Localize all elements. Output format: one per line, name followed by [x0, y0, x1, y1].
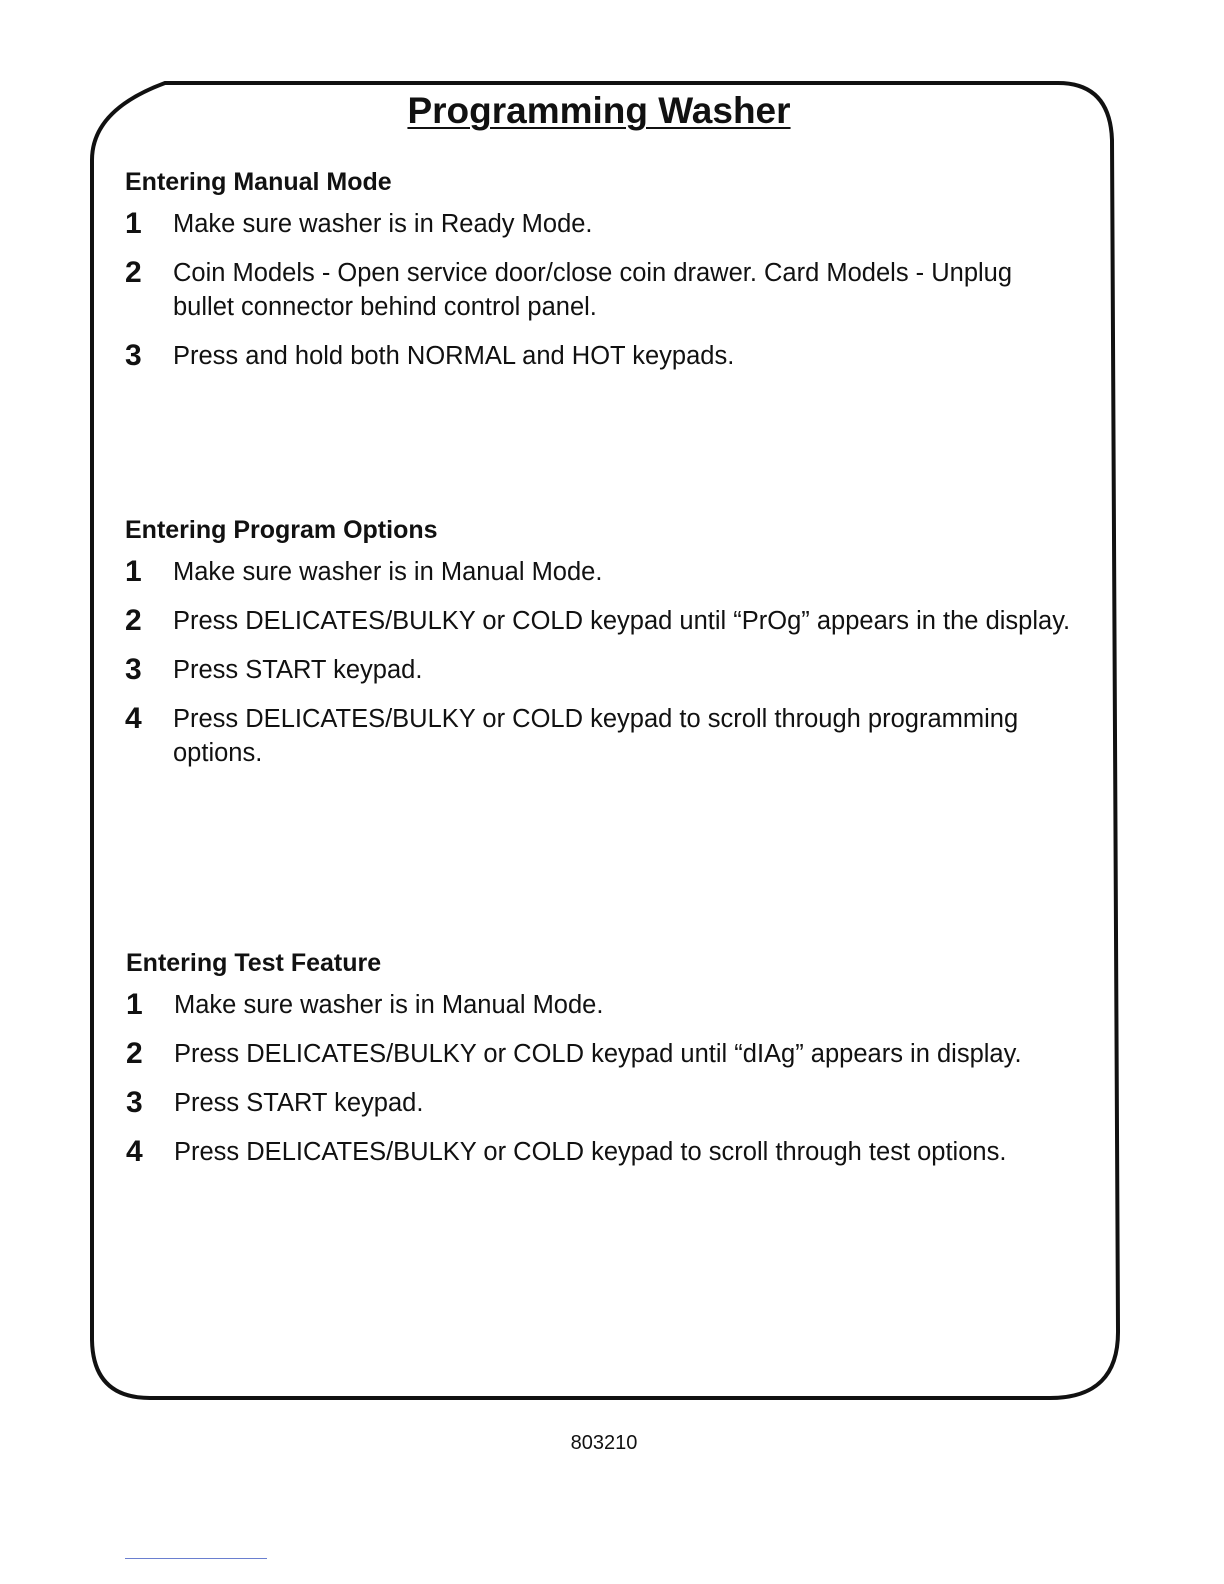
document-number: 803210: [570, 1432, 638, 1454]
step-number: 2: [125, 604, 142, 637]
section-heading: Entering Manual Mode: [125, 168, 392, 196]
step-item: [126, 1135, 1076, 1169]
step-number: 4: [125, 702, 142, 735]
step-text: Coin Models - Open service door/close coin drawer. Card Models - Unplug bullet connector behind control panel.: [173, 259, 1013, 321]
step-item: [125, 339, 1075, 373]
section-heading: Entering Test Feature: [126, 949, 382, 977]
step-text: Press DELICATES/BULKY or COLD keypad to scroll through programming options.: [173, 705, 1019, 767]
step-item: [125, 702, 1075, 770]
step-number: 1: [126, 988, 143, 1021]
step-text: Press DELICATES/BULKY or COLD keypad until “PrOg” appears in the display.: [173, 607, 1071, 635]
step-item: [125, 555, 1075, 589]
step-number: 3: [125, 339, 142, 372]
step-item: [126, 1086, 1076, 1120]
step-item: [125, 653, 1075, 687]
step-text: Press DELICATES/BULKY or COLD keypad to scroll through test options.: [174, 1138, 1007, 1166]
step-text: Press and hold both NORMAL and HOT keypads.: [173, 342, 735, 370]
step-item: [125, 207, 1075, 241]
section-heading: Entering Program Options: [125, 516, 438, 544]
page-title: Programming Washer: [407, 90, 791, 131]
step-text: Make sure washer is in Manual Mode.: [173, 558, 603, 586]
step-text: Press START keypad.: [173, 656, 423, 684]
section-entering-program-options: [125, 515, 1075, 785]
step-item: [126, 988, 1076, 1022]
step-number: 1: [125, 207, 142, 240]
step-text: Make sure washer is in Ready Mode.: [173, 210, 593, 238]
step-number: 1: [125, 555, 142, 588]
step-text: Make sure washer is in Manual Mode.: [174, 991, 604, 1019]
step-number: 4: [126, 1135, 143, 1168]
step-text: Press DELICATES/BULKY or COLD keypad until “dIAg” appears in display.: [174, 1040, 1022, 1068]
step-item: [125, 256, 1075, 324]
step-text: Press START keypad.: [174, 1089, 424, 1117]
step-number: 2: [125, 256, 142, 289]
footer-divider: [125, 1558, 267, 1559]
step-number: 3: [125, 653, 142, 686]
step-item: [125, 604, 1075, 638]
section-entering-manual-mode: [125, 167, 1075, 388]
section-entering-test-feature: [126, 948, 1076, 1184]
step-item: [126, 1037, 1076, 1071]
step-number: 3: [126, 1086, 143, 1119]
step-number: 2: [126, 1037, 143, 1070]
